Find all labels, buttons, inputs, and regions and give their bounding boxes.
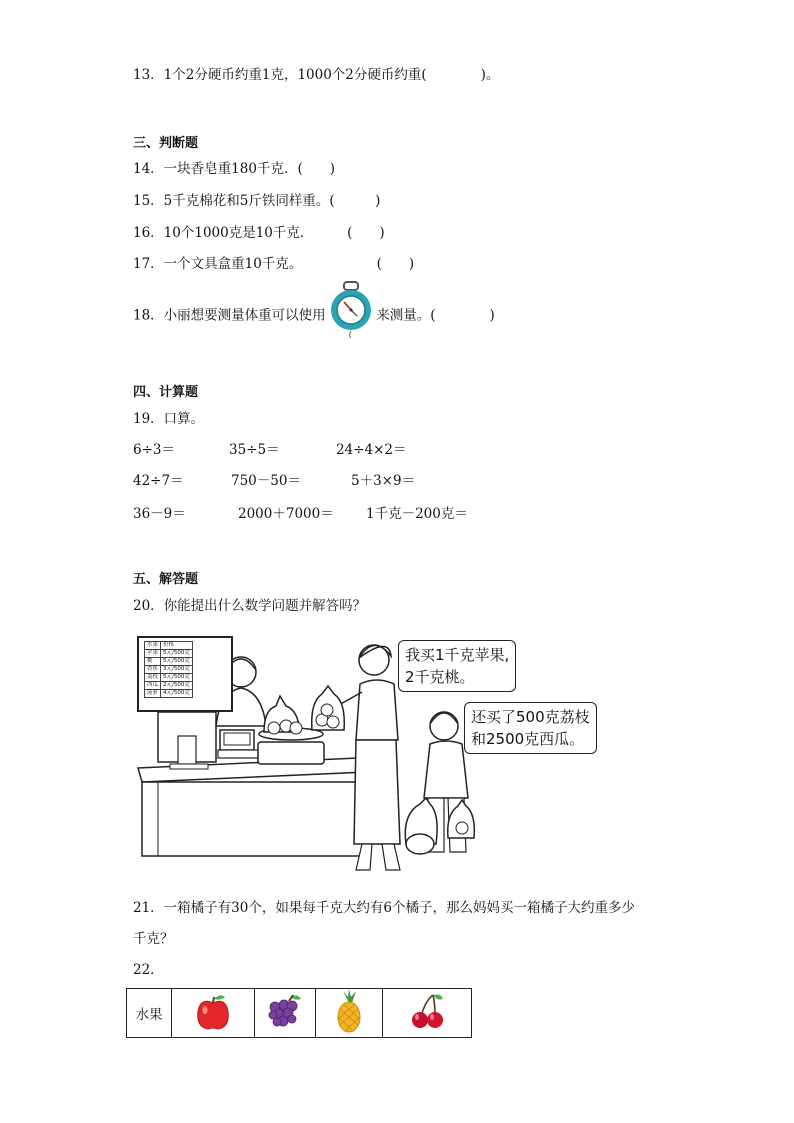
question-22: 22． — [133, 962, 164, 978]
question-21-line-1: 21．一箱橘子有30个，如果每千克大约有6个橘子，那么妈妈买一箱橘子大约重多少 — [133, 900, 635, 916]
fruit-table-header: 水果 — [127, 989, 172, 1038]
scale-icon — [330, 302, 372, 330]
question-18 — [133, 302, 495, 330]
question-18-text-before: 18．小丽想要测量体重可以使用 — [133, 307, 326, 324]
calc-item: 750－50＝ — [231, 473, 301, 489]
price-board-cell: 2元/500克 — [161, 682, 193, 690]
price-board-cell: 香蕉 — [145, 666, 161, 674]
price-board-cell: 西瓜 — [145, 682, 161, 690]
section-3-heading: 三、判断题 — [133, 136, 199, 151]
speech-bubble-mother — [398, 640, 516, 692]
calc-item: 36－9＝ — [133, 506, 186, 522]
price-board-cell: 菠萝 — [145, 690, 161, 698]
question-20: 20．你能提出什么数学问题并解答吗？ — [133, 598, 367, 614]
section-5-heading: 五、解答题 — [133, 572, 199, 587]
calc-item: 1千克－200克＝ — [366, 506, 468, 522]
pineapple-icon — [316, 989, 383, 1038]
price-board-cell: 荔枝 — [145, 674, 161, 682]
question-14: 14．一块香皂重180千克．( ) — [133, 161, 335, 177]
calc-item: 5＋3×9＝ — [351, 473, 416, 489]
speech-bubble-boy — [464, 702, 597, 754]
price-board-cell: 苹果 — [145, 650, 161, 658]
calc-item: 42÷7＝ — [133, 473, 184, 489]
question-13: 13．1个2分硬币约重1克，1000个2分硬币约重( )。 — [133, 67, 500, 83]
price-board-cell: 桃 — [145, 658, 161, 666]
bubble-line: 和2500克西瓜。 — [471, 730, 585, 748]
grapes-icon — [255, 989, 316, 1038]
price-board — [137, 636, 233, 712]
question-18-text-after: 来测量。( ) — [376, 307, 495, 324]
shop-illustration — [134, 630, 614, 890]
bubble-line: 还买了500克荔枝 — [471, 708, 590, 726]
calc-item: 6÷3＝ — [133, 442, 175, 458]
price-board-cell: 4元/500克 — [161, 690, 193, 698]
calc-item: 2000＋7000＝ — [238, 506, 334, 522]
question-21-line-2: 千克？ — [133, 931, 174, 947]
price-board-cell: 5元/500克 — [161, 674, 193, 682]
price-board-cell: 5元/500克 — [161, 658, 193, 666]
price-board-header: 价格 — [161, 642, 193, 650]
calc-item: 24÷4×2＝ — [336, 442, 407, 458]
question-15: 15．5千克棉花和5斤铁同样重。( ) — [133, 193, 381, 209]
section-4-heading: 四、计算题 — [133, 385, 199, 400]
question-19: 19．口算。 — [133, 411, 205, 427]
price-board-cell: 5元/500克 — [161, 650, 193, 658]
bubble-line: 2千克桃。 — [405, 668, 475, 686]
question-17: 17．一个文具盒重10千克。 ( ) — [133, 256, 415, 272]
price-board-header: 水果 — [145, 642, 161, 650]
apple-icon — [172, 989, 255, 1038]
price-board-cell: 3元/500克 — [161, 666, 193, 674]
calc-item: 35÷5＝ — [229, 442, 280, 458]
bubble-line: 我买1千克苹果, — [405, 646, 510, 664]
question-16: 16．10个1000克是10千克． ( ) — [133, 225, 385, 241]
cherry-icon — [383, 989, 472, 1038]
fruit-table — [126, 988, 472, 1038]
